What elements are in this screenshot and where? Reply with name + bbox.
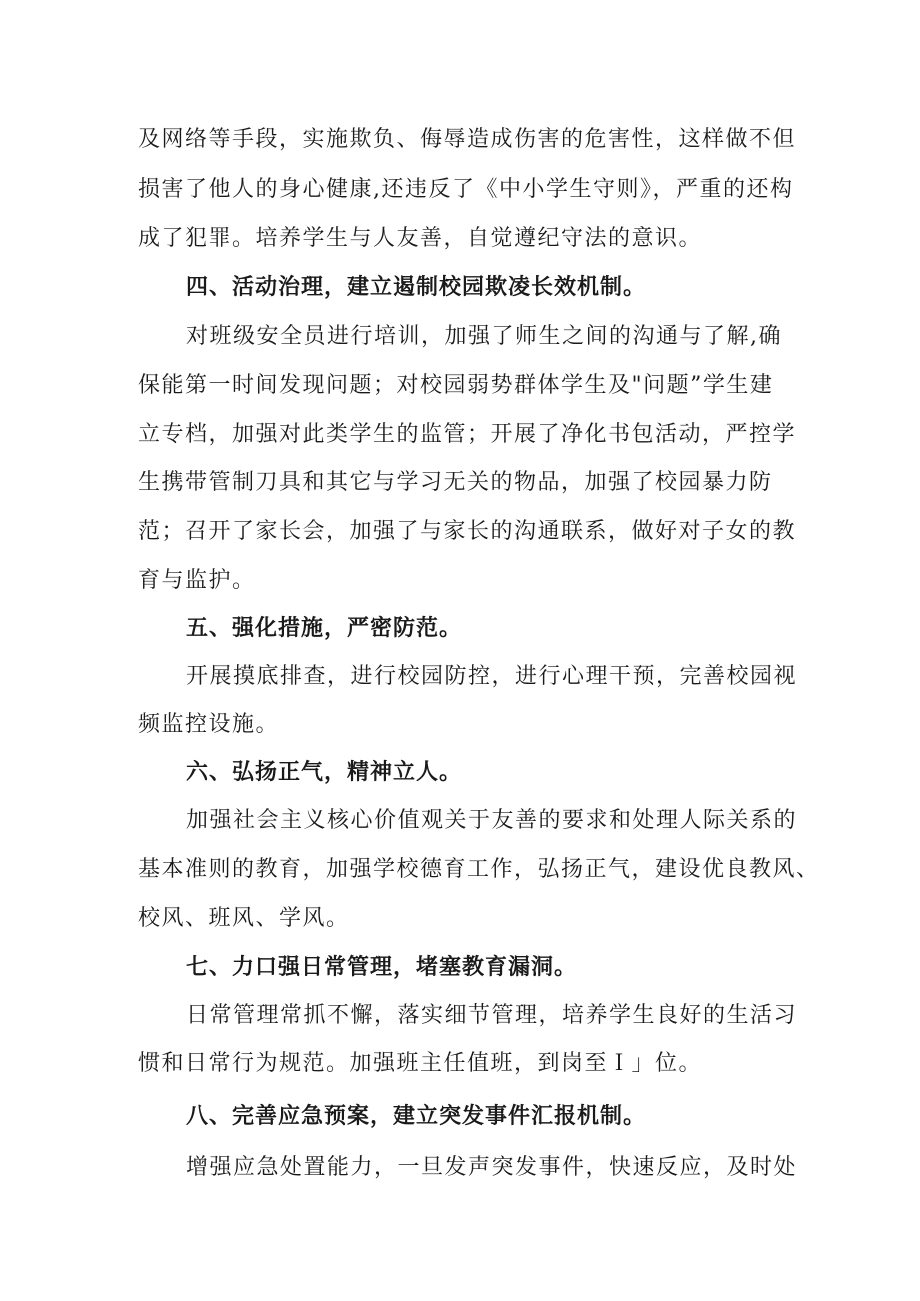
- body-line: 对班级安全员进行培训，加强了师生之间的沟通与了解,确: [186, 324, 782, 349]
- body-line: 生携带管制刀具和其它与学习无关的物品，加强了校园暴力防: [138, 470, 773, 495]
- body-line: 及网络等手段，实施欺负、侮辱造成伤害的危害性，这样做不但: [138, 127, 797, 152]
- body-line: 保能第一时间发现问题；对校园弱势群体学生及"问题”学生建: [138, 373, 774, 398]
- body-line: 加强社会主义核心价值观关于友善的要求和处理人际关系的: [186, 808, 798, 833]
- section-heading-7: 七、力口强日常管理，堵塞教育漏洞。: [186, 955, 578, 980]
- body-line: 立专档，加强对此类学生的监管；开展了净化书包活动，严控学: [138, 422, 797, 447]
- body-line: 育与监护。: [138, 568, 256, 593]
- body-line: 惯和日常行为规范。加强班主任值班，到岗至Ｉ」位。: [138, 1051, 703, 1076]
- body-line: 频监控设施。: [138, 712, 280, 737]
- body-line: 成了犯罪。培养学生与人友善，自觉遵纪守法的意识。: [138, 226, 703, 251]
- body-line: 损害了他人的身心健康,还违反了《中小学生守则》，严重的还构: [138, 177, 794, 202]
- body-line: 开展摸底排查，进行校园防控，进行心理干预，完善校园视: [186, 664, 798, 689]
- body-line: 基本准则的教育，加强学校德育工作，弘扬正气，建设优良教风、: [138, 857, 820, 882]
- body-line: 校风、班风、学风。: [138, 906, 350, 931]
- body-line: 日常管理常抓不懈，落实细节管理，培养学生良好的生活习: [186, 1003, 798, 1028]
- section-heading-5: 五、强化措施，严密防范。: [186, 616, 463, 641]
- section-heading-4: 四、活动治理，建立遏制校园欺凌长效机制。: [186, 275, 647, 300]
- body-line: 增强应急处置能力，一旦发声突发事件，快速反应，及时处: [186, 1155, 798, 1180]
- section-heading-8: 八、完善应急预案，建立突发事件汇报机制。: [186, 1104, 647, 1129]
- body-line: 范；召开了家长会，加强了与家长的沟通联系，做好对子女的教: [138, 519, 797, 544]
- section-heading-6: 六、弘扬正气，精神立人。: [186, 760, 463, 785]
